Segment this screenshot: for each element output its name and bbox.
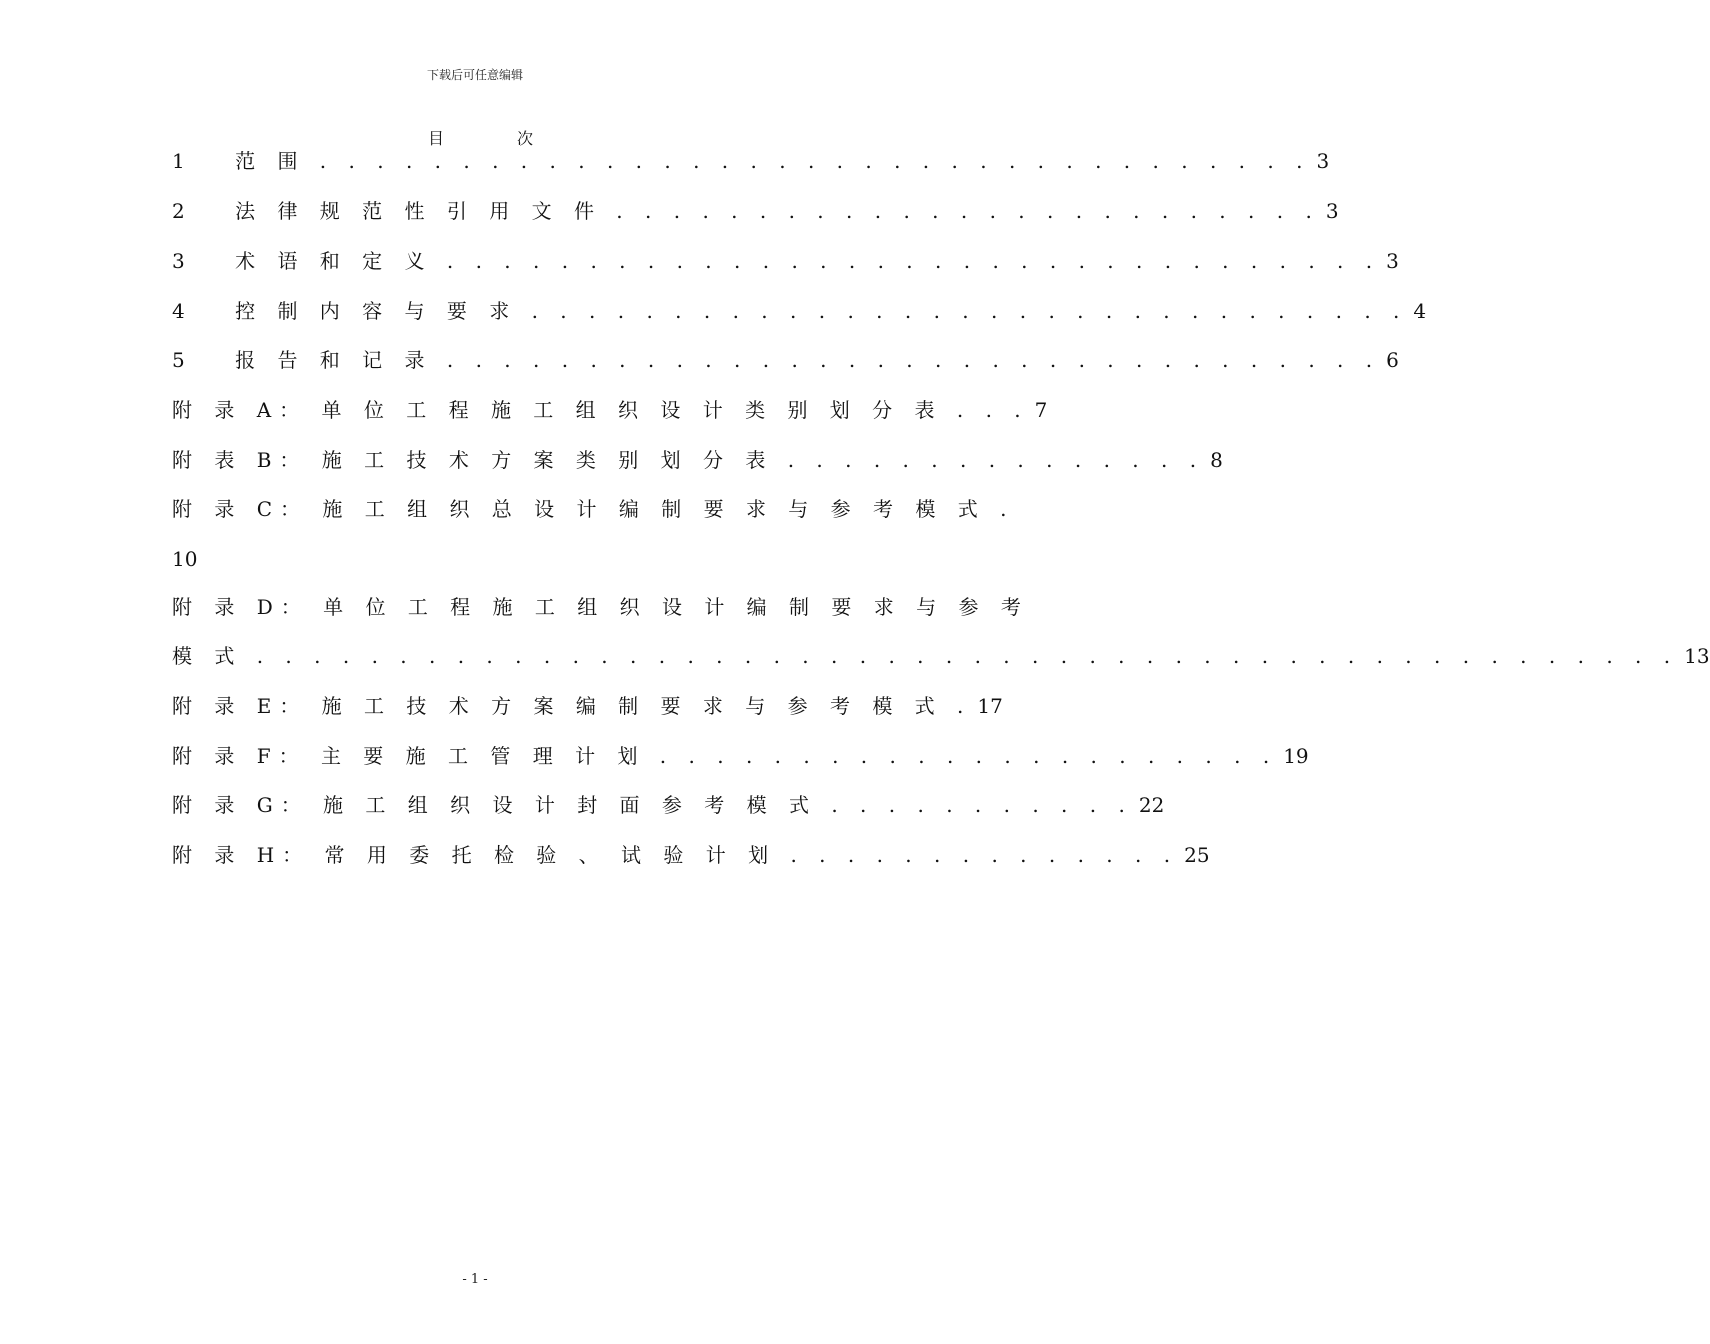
toc-entry-text: 附 录 A： 单 位 工 程 施 工 组 织 设 计 类 别 划 分 表 . . . bbox=[172, 398, 1029, 422]
toc-entry-appendix-d-cont[interactable] bbox=[172, 641, 1710, 671]
toc-entry-2[interactable] bbox=[172, 196, 1339, 226]
toc-entry-page: 3 bbox=[1325, 199, 1339, 223]
toc-entry-appendix-d[interactable] bbox=[172, 592, 1029, 622]
toc-entry-text: 附 录 D： 单 位 工 程 施 工 组 织 设 计 编 制 要 求 与 参 考 bbox=[172, 595, 1029, 619]
toc-title: 目 次 bbox=[427, 129, 568, 148]
toc-entry-page bbox=[842, 544, 848, 574]
toc-entry-page bbox=[1014, 494, 1020, 524]
toc-entry-text: 2 法 律 规 范 性 引 用 文 件 . . . . . . . . . . . . . . . . . . . . . . . . . bbox=[172, 199, 1320, 223]
toc-entry-appendix-g[interactable] bbox=[172, 790, 1165, 820]
toc-entry-appendix-c[interactable] bbox=[172, 494, 1015, 524]
toc-entry-page: 6 bbox=[1386, 348, 1399, 372]
toc-entry-text: 附 录 E： 施 工 技 术 方 案 编 制 要 求 与 参 考 模 式 . bbox=[172, 694, 972, 718]
toc-entry-text: 附 录 F： 主 要 施 工 管 理 计 划 . . . . . . . . . . . . . . . . . . . . . . bbox=[172, 744, 1278, 768]
page-number: - 1 - bbox=[462, 1272, 488, 1287]
toc-entry-appendix-h[interactable] bbox=[172, 840, 1210, 870]
toc-entry-text: 附 录 G： 施 工 组 织 设 计 封 面 参 考 模 式 . . . . . . . . . . . bbox=[172, 793, 1133, 817]
toc-entry-text: 附 录 H： 常 用 委 托 检 验 、 试 验 计 划 . . . . . . . . . . . . . . bbox=[172, 843, 1179, 867]
toc-entry-page: 22 bbox=[1138, 793, 1165, 817]
toc-entry-text: 10 bbox=[172, 547, 198, 571]
toc-entry-page: 4 bbox=[1413, 299, 1427, 323]
toc-entry-page: 8 bbox=[1210, 448, 1223, 472]
toc-entry-4[interactable] bbox=[172, 296, 1427, 326]
toc-entry-appendix-f[interactable] bbox=[172, 741, 1309, 771]
toc-entry-appendix-c-page[interactable] bbox=[172, 544, 848, 574]
toc-entry-text: 附 录 C： 施 工 组 织 总 设 计 编 制 要 求 与 参 考 模 式 . bbox=[172, 497, 1015, 521]
toc-entry-text: 3 术 语 和 定 义 . . . . . . . . . . . . . . . . . . . . . . . . . . . . . . . . . bbox=[172, 249, 1381, 273]
toc-entry-text: 4 控 制 内 容 与 要 求 . . . . . . . . . . . . . . . . . . . . . . . . . . . . . . . bbox=[172, 299, 1408, 323]
toc-entry-page: 3 bbox=[1386, 249, 1399, 273]
toc-entry-text: 5 报 告 和 记 录 . . . . . . . . . . . . . . . . . . . . . . . . . . . . . . . . . bbox=[172, 348, 1381, 372]
header-note: 下载后可任意编辑 bbox=[426, 68, 523, 82]
toc-entry-appendix-e[interactable] bbox=[172, 691, 1003, 721]
toc-entry-page: 13 bbox=[1684, 644, 1710, 668]
toc-entry-page: 19 bbox=[1283, 744, 1309, 768]
toc-entry-text: 1 范 围 . . . . . . . . . . . . . . . . . . . . . . . . . . . . . . . . . . . bbox=[172, 149, 1311, 173]
toc-entry-page: 7 bbox=[1034, 398, 1048, 422]
toc-entry-5[interactable] bbox=[172, 345, 1399, 375]
toc-entry-page: 17 bbox=[977, 694, 1003, 718]
toc-entry-1[interactable] bbox=[172, 146, 1330, 176]
toc-entry-text: 附 表 B： 施 工 技 术 方 案 类 别 划 分 表 . . . . . . . . . . . . . . . bbox=[172, 448, 1205, 472]
toc-entry-page: 25 bbox=[1184, 843, 1210, 867]
toc-entry-page: 3 bbox=[1316, 149, 1330, 173]
toc-entry-3[interactable] bbox=[172, 246, 1399, 276]
toc-entry-page bbox=[1029, 592, 1035, 622]
toc-entry-appendix-a[interactable] bbox=[172, 395, 1048, 425]
toc-entry-text: 模 式 . . . . . . . . . . . . . . . . . . . . . . . . . . . . . . . . . . . . . . . . . . . . . . . . . . bbox=[172, 644, 1679, 668]
toc-entry-appendix-b[interactable] bbox=[172, 445, 1223, 475]
